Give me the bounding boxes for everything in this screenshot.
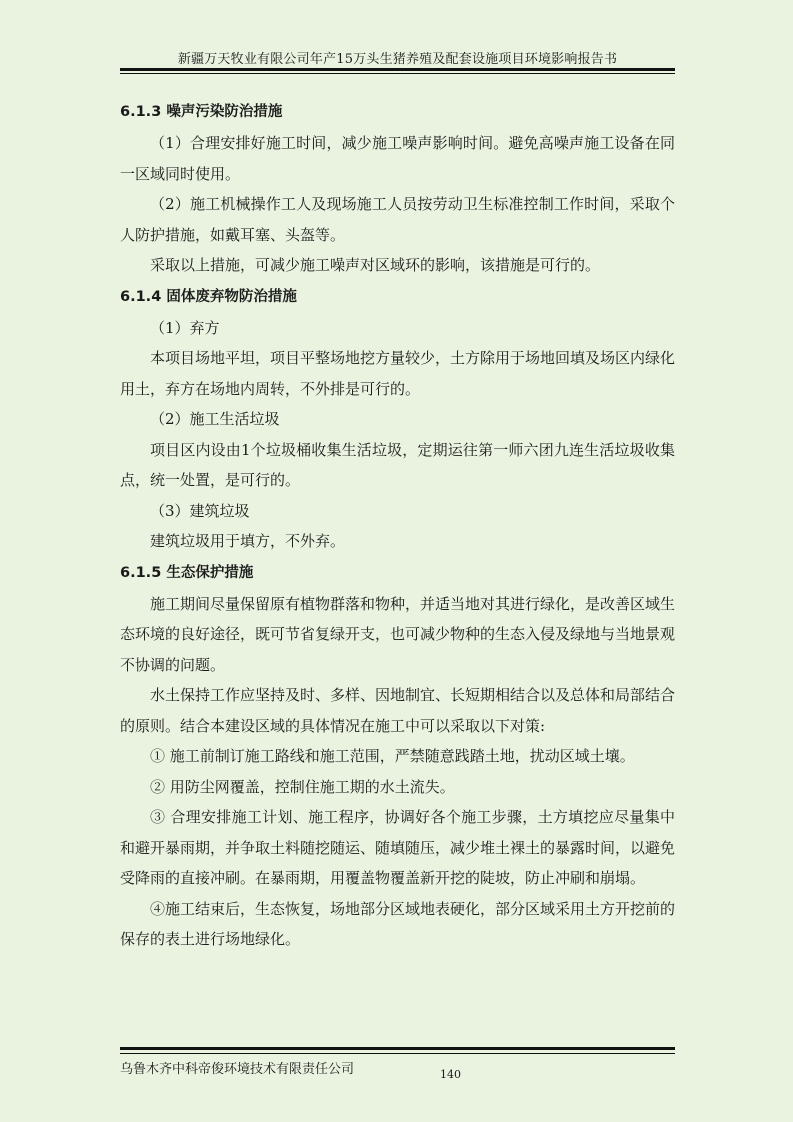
header-rule-thick bbox=[120, 68, 675, 71]
paragraph: 水土保持工作应坚持及时、多样、因地制宜、长短期相结合以及总体和局部结合的原则。结合本建设区域的具体情况在施工中可以采取以下对策: bbox=[120, 686, 676, 735]
paragraph: ③ 合理安排施工计划、施工程序，协调好各个施工步骤，土方填挖应尽量集中和避开暴雨期，并争取土料随挖随运、随填随压，减少堆土裸土的暴露时间，以避免受降雨的直接冲刷。在暴雨期，用覆盖物覆盖新开挖的陡坡，防止冲刷和崩塌。 bbox=[120, 808, 676, 887]
paragraph: ④施工结束后，生态恢复，场地部分区域地表硬化，部分区域采用土方开挖前的保存的表土进行场地绿化。 bbox=[120, 899, 676, 948]
paragraph: ② 用防尘网覆盖，控制住施工期的水土流失。 bbox=[150, 777, 455, 796]
paragraph: 项目区内设由1个垃圾桶收集生活垃圾，定期运往第一师六团九连生活垃圾收集点，统一处置，是可行的。 bbox=[120, 440, 675, 489]
paragraph: （3）建筑垃圾 bbox=[150, 501, 250, 520]
section-heading-noise: 6.1.3 噪声污染防治措施 bbox=[120, 104, 283, 120]
paragraph: 建筑垃圾用于填方，不外弃。 bbox=[150, 532, 346, 550]
paragraph: 施工期间尽量保留原有植物群落和物种，并适当地对其进行绿化，是改善区域生态环境的良好途径，既可节省复绿开支，也可减少物种的生态入侵及绿地与当地景观不协调的问题。 bbox=[120, 594, 676, 674]
document-body bbox=[120, 96, 675, 955]
section-heading-ecology: 6.1.5 生态保护措施 bbox=[120, 564, 254, 581]
paragraph: （2）施工机械操作工人及现场施工人员按劳动卫生标准控制工作时间，采取个人防护措施，如戴耳塞、头盔等。 bbox=[120, 195, 675, 244]
paragraph: 采取以上措施，可减少施工噪声对区域环的影响，该措施是可行的。 bbox=[150, 256, 601, 274]
footer-company: 乌鲁木齐中科帝俊环境技术有限责任公司 bbox=[120, 1062, 355, 1077]
section-heading-solid-waste: 6.1.4 固体废弃物防治措施 bbox=[120, 288, 297, 305]
paragraph: ① 施工前制订施工路线和施工范围，严禁随意践踏土地，扰动区域土壤。 bbox=[150, 747, 635, 765]
page-number: 140 bbox=[440, 1068, 461, 1081]
header-rule-thin bbox=[120, 73, 675, 74]
paragraph: （1）合理安排好施工时间，减少施工噪声影响时间。避免高噪声施工设备在同一区域同时使用。 bbox=[120, 134, 675, 183]
footer-rule-thin bbox=[120, 1053, 675, 1054]
footer-rule-thick bbox=[120, 1047, 675, 1050]
paragraph: （1）弃方 bbox=[150, 318, 220, 337]
paragraph: （2）施工生活垃圾 bbox=[150, 410, 280, 428]
paragraph: 本项目场地平坦，项目平整场地挖方量较少，土方除用于场地回填及场区内绿化用土，弃方在场地内周转，不外排是可行的。 bbox=[120, 349, 676, 398]
header-title: 新疆万天牧业有限公司年产15万头生猪养殖及配套设施项目环境影响报告书 bbox=[177, 52, 618, 67]
